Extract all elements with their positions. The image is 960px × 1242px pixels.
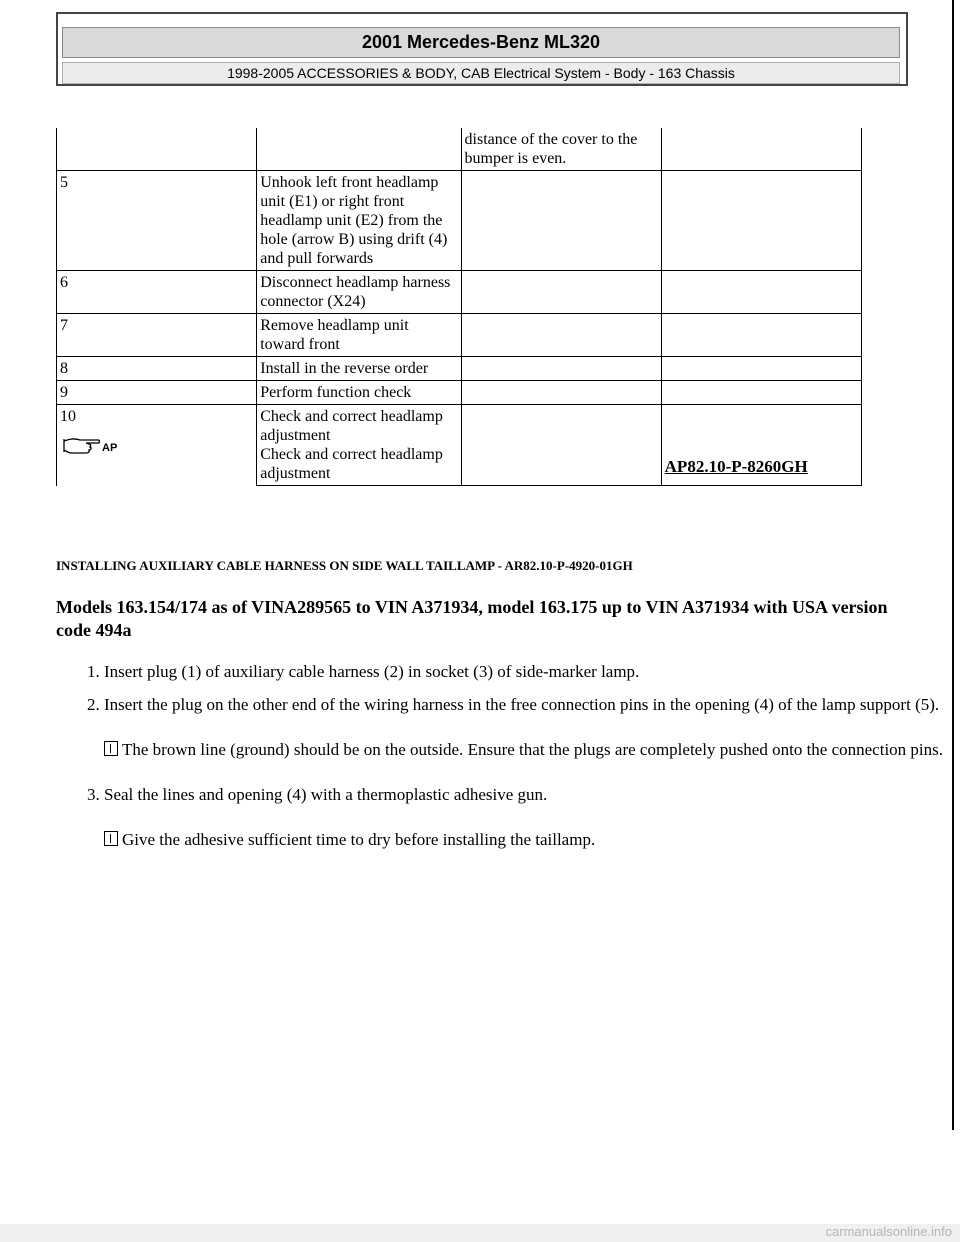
step-number: 8 xyxy=(57,357,257,381)
table-row xyxy=(57,314,862,357)
document-title: 2001 Mercedes-Benz ML320 xyxy=(62,27,900,58)
step-text: Remove headlamp unit toward front xyxy=(257,314,461,357)
page-right-border xyxy=(952,0,954,1130)
info-icon xyxy=(104,741,118,756)
ap-text: Check and correct headlamp adjustment xyxy=(260,446,443,482)
instruction-list xyxy=(56,660,950,873)
table-row xyxy=(57,171,862,271)
note xyxy=(104,828,950,851)
list-item xyxy=(104,660,950,683)
step-text: Disconnect headlamp harness connector (X24) xyxy=(257,271,461,314)
step-text: Unhook left front headlamp unit (E1) or right front headlamp unit (E2) from the hole (arrow B) using drift (4) and pull forwards xyxy=(257,171,461,271)
step-text: Seal the lines and opening (4) with a thermoplastic adhesive gun. xyxy=(104,785,548,804)
step-text: Check and correct headlamp adjustment xyxy=(260,408,443,444)
step-text: Insert plug (1) of auxiliary cable harness (2) in socket (3) of side-marker lamp. xyxy=(104,662,640,681)
table-row xyxy=(57,357,862,381)
note-text: The brown line (ground) should be on the outside. Ensure that the plugs are completely pushed onto the connection pins. xyxy=(122,740,944,759)
document-header xyxy=(56,12,908,86)
step-number: 9 xyxy=(57,381,257,405)
ap-reference-link[interactable]: AP82.10-P-8260GH xyxy=(664,457,808,476)
ap-reference xyxy=(60,426,252,464)
table-row xyxy=(57,405,862,486)
table-row xyxy=(57,271,862,314)
pointing-hand-icon xyxy=(60,434,122,456)
list-item xyxy=(104,783,950,851)
document-subtitle: 1998-2005 ACCESSORIES & BODY, CAB Electrical System - Body - 163 Chassis xyxy=(62,62,900,84)
step-number: 10 xyxy=(60,408,76,425)
table-row xyxy=(57,128,862,171)
step-text: Insert the plug on the other end of the wiring harness in the free connection pins in the opening (4) of the lamp support (5). xyxy=(104,695,940,714)
step-number: 6 xyxy=(57,271,257,314)
note xyxy=(104,738,950,761)
section-title: INSTALLING AUXILIARY CABLE HARNESS ON SIDE WALL TAILLAMP - AR82.10-P-4920-01GH xyxy=(56,558,633,573)
step-text: Install in the reverse order xyxy=(257,357,461,381)
note-text: Give the adhesive sufficient time to dry before installing the taillamp. xyxy=(122,830,596,849)
procedure-table xyxy=(56,128,862,486)
continued-cell: distance of the cover to the bumper is even. xyxy=(461,128,661,171)
info-icon xyxy=(104,831,118,846)
ap-icon-label: AP xyxy=(102,442,118,454)
watermark: carmanualsonline.info xyxy=(0,1224,960,1242)
step-number: 5 xyxy=(57,171,257,271)
step-number: 7 xyxy=(57,314,257,357)
step-text: Perform function check xyxy=(257,381,461,405)
list-item xyxy=(104,693,950,761)
table-row xyxy=(57,381,862,405)
model-applicability: Models 163.154/174 as of VINA289565 to VIN A371934, model 163.175 up to VIN A371934 with USA version code 494a xyxy=(56,597,888,640)
